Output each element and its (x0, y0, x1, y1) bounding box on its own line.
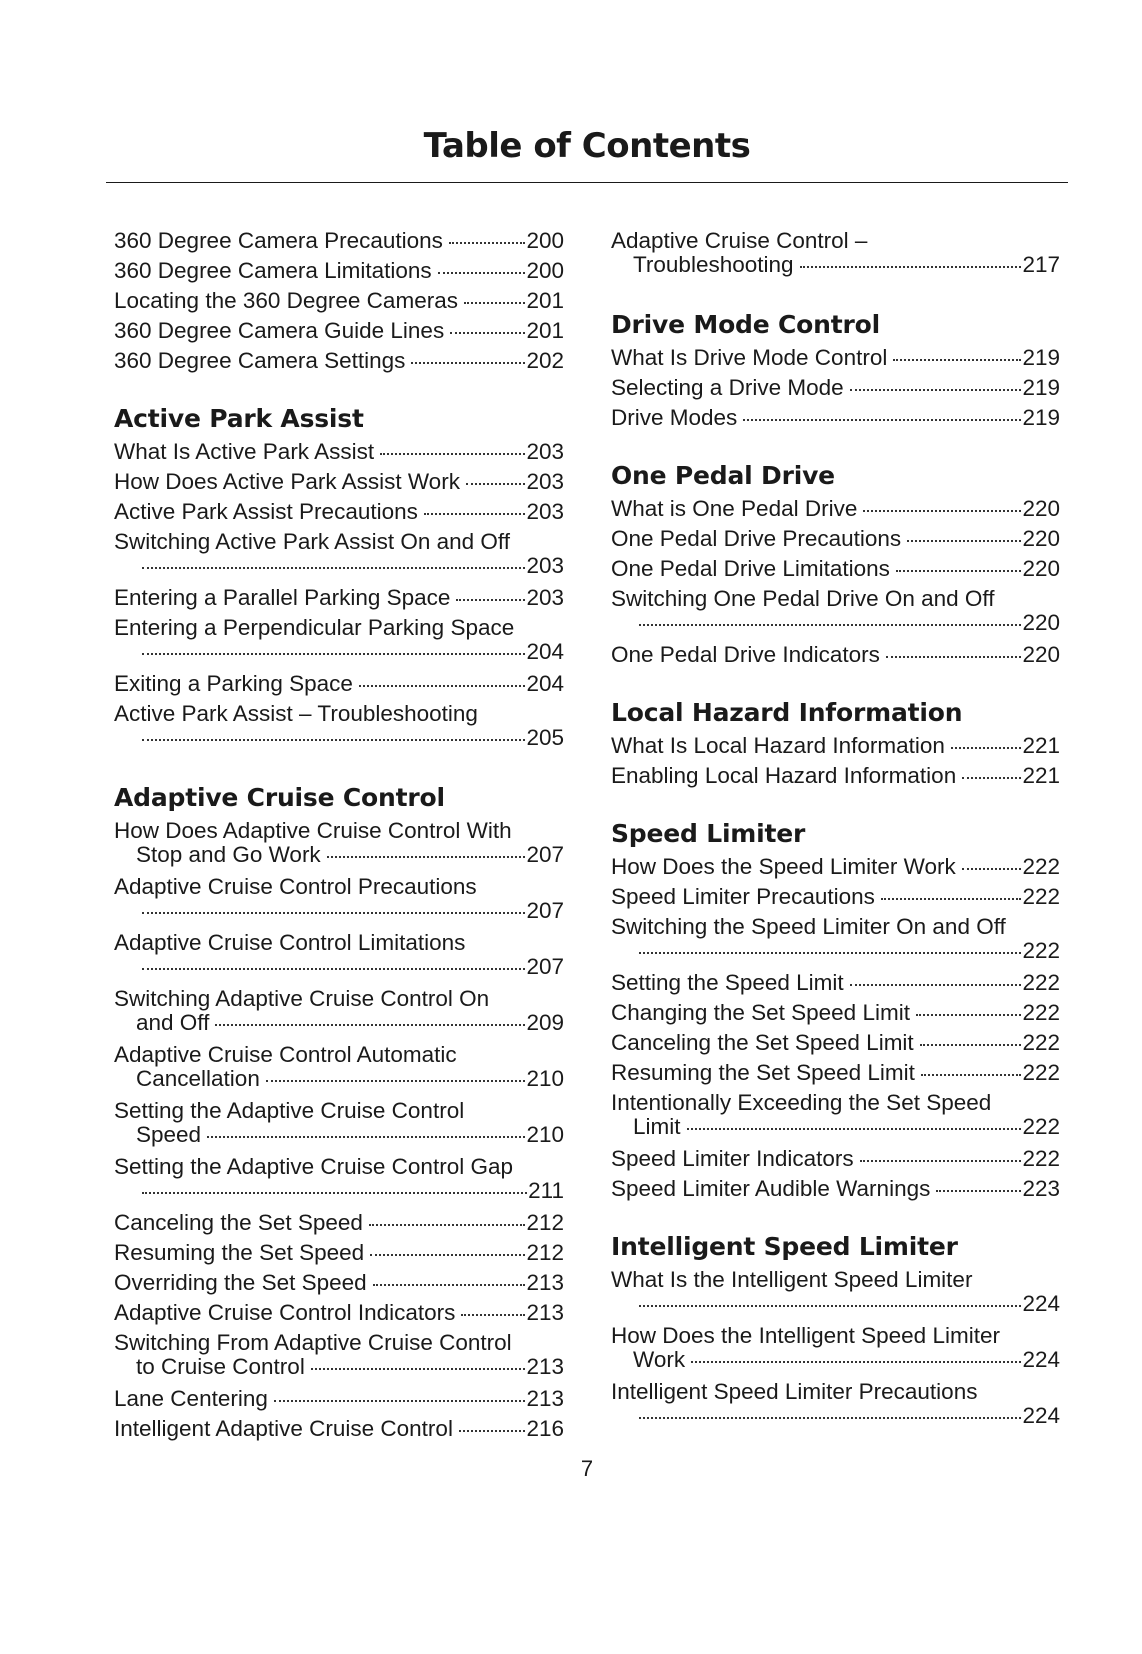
toc-entry-title: One Pedal Drive Precautions (611, 526, 902, 551)
toc-page-number: 212 (526, 1210, 564, 1235)
dot-leader (860, 1160, 1022, 1162)
toc-page-number: 220 (1022, 610, 1060, 635)
dot-leader (893, 359, 1021, 361)
toc-entry-line (611, 1293, 1060, 1321)
toc-page-number: 207 (526, 954, 564, 979)
toc-entry-line (611, 761, 1060, 791)
toc-entry[interactable] (611, 343, 1060, 373)
dot-leader (373, 1284, 526, 1286)
dot-leader (142, 1192, 527, 1194)
toc-entry[interactable] (114, 467, 564, 497)
dot-leader (464, 302, 525, 304)
toc-entry[interactable] (114, 1040, 564, 1096)
toc-page-number: 222 (1022, 1060, 1060, 1085)
toc-entry-title: Troubleshooting (633, 252, 794, 277)
dot-leader (215, 1024, 525, 1026)
toc-entry[interactable] (114, 1096, 564, 1152)
title-divider (106, 182, 1068, 183)
dot-leader (459, 1430, 526, 1432)
toc-entry-line (114, 467, 564, 497)
toc-section (611, 696, 1060, 791)
dot-leader (687, 1128, 1022, 1130)
toc-entry-title: How Does Active Park Assist Work (114, 469, 460, 494)
toc-entry-line (114, 956, 564, 984)
toc-entry-line (611, 612, 1060, 640)
toc-entry-line (611, 1349, 1060, 1377)
toc-entry-line (114, 844, 564, 872)
dot-leader (466, 483, 526, 485)
toc-entry-title: Cancellation (136, 1066, 260, 1091)
toc-page-number: 223 (1022, 1176, 1060, 1201)
toc-entry[interactable] (114, 1208, 564, 1238)
toc-entry-title: Canceling the Set Speed Limit (611, 1030, 914, 1055)
toc-entry-title: Speed Limiter Indicators (611, 1146, 854, 1171)
dot-leader (142, 567, 525, 569)
toc-page-number: 212 (526, 1240, 564, 1265)
dot-leader (411, 362, 525, 364)
toc-entry-line (611, 968, 1060, 998)
toc-page-number: 222 (1022, 1146, 1060, 1171)
toc-entry[interactable] (611, 403, 1060, 433)
toc-entry-line (114, 1012, 564, 1040)
toc-page-number: 222 (1022, 854, 1060, 879)
toc-entry-line (611, 852, 1060, 882)
toc-page-number: 221 (1022, 763, 1060, 788)
dot-leader (438, 272, 526, 274)
toc-entry-title: 360 Degree Camera Guide Lines (114, 318, 445, 343)
toc-entry-title: 360 Degree Camera Settings (114, 348, 406, 373)
toc-page-number: 200 (526, 228, 564, 253)
toc-page-number: 217 (1022, 252, 1060, 277)
toc-entry[interactable] (611, 998, 1060, 1028)
toc-page-number: 222 (1022, 970, 1060, 995)
toc-page-number: 221 (1022, 733, 1060, 758)
toc-entry-title: What Is the Intelligent Speed Limiter (611, 1267, 973, 1292)
toc-page-number: 203 (526, 499, 564, 524)
dot-leader (639, 952, 1021, 954)
toc-section (611, 308, 1060, 433)
toc-page-number: 200 (526, 258, 564, 283)
dot-leader (207, 1136, 525, 1138)
toc-entry-title: What Is Drive Mode Control (611, 345, 888, 370)
toc-section (114, 402, 564, 755)
toc-page-number: 203 (526, 469, 564, 494)
toc-entry[interactable] (114, 527, 564, 583)
dot-leader (881, 898, 1022, 900)
toc-page-number: 209 (526, 1010, 564, 1035)
toc-entry-line (114, 555, 564, 583)
dot-leader (639, 1305, 1021, 1307)
toc-entry-title: Resuming the Set Speed Limit (611, 1060, 915, 1085)
toc-entry[interactable] (114, 613, 564, 669)
toc-entry[interactable] (114, 1328, 564, 1384)
toc-entry-line (611, 1028, 1060, 1058)
toc-page-number: 224 (1022, 1347, 1060, 1372)
toc-entry[interactable] (611, 852, 1060, 882)
toc-entry-line (611, 640, 1060, 670)
dot-leader (450, 332, 525, 334)
dot-leader (142, 912, 525, 914)
toc-entry[interactable] (114, 984, 564, 1040)
toc-entry[interactable] (611, 524, 1060, 554)
section-heading: Adaptive Cruise Control (114, 783, 445, 812)
dot-leader (921, 1074, 1022, 1076)
dot-leader (461, 1314, 525, 1316)
toc-page-number: 222 (1022, 1000, 1060, 1025)
toc-entry-title: Speed Limiter Audible Warnings (611, 1176, 931, 1201)
toc-right-column (611, 226, 1060, 1459)
toc-entry[interactable] (114, 256, 564, 286)
toc-entry[interactable] (114, 497, 564, 527)
toc-section (611, 226, 1060, 282)
toc-page-number: 220 (1022, 556, 1060, 581)
dot-leader (369, 1224, 526, 1226)
toc-entry-title: Locating the 360 Degree Cameras (114, 288, 458, 313)
toc-entry-title: 360 Degree Camera Precautions (114, 228, 443, 253)
toc-entry[interactable] (114, 1268, 564, 1298)
toc-entry[interactable] (114, 437, 564, 467)
toc-entry-title: Switching Adaptive Cruise Control On (114, 986, 490, 1011)
toc-entry[interactable] (611, 1321, 1060, 1377)
toc-entry[interactable] (114, 872, 564, 928)
toc-entry-line (114, 583, 564, 613)
dot-leader (800, 266, 1022, 268)
toc-entry-line (611, 373, 1060, 403)
dot-leader (266, 1080, 526, 1082)
toc-entry[interactable] (611, 761, 1060, 791)
toc-entry-title: Switching From Adaptive Cruise Control (114, 1330, 512, 1355)
dot-leader (962, 777, 1021, 779)
toc-page-number: 220 (1022, 526, 1060, 551)
toc-entry[interactable] (114, 1414, 564, 1444)
toc-entry-title: Adaptive Cruise Control Automatic (114, 1042, 457, 1067)
toc-entry-title: Entering a Perpendicular Parking Space (114, 615, 515, 640)
toc-entry-line (114, 1414, 564, 1444)
dot-leader (424, 513, 526, 515)
toc-entry-line (611, 1405, 1060, 1433)
dot-leader (743, 419, 1021, 421)
toc-page-number: 216 (526, 1416, 564, 1441)
toc-entry-title: Lane Centering (114, 1386, 268, 1411)
toc-entry-title: and Off (136, 1010, 210, 1035)
dot-leader (380, 453, 525, 455)
toc-entry[interactable] (114, 226, 564, 256)
dot-leader (920, 1044, 1022, 1046)
toc-section (611, 1230, 1060, 1433)
toc-entry-line (611, 1144, 1060, 1174)
toc-entry-title: One Pedal Drive Indicators (611, 642, 880, 667)
toc-section (114, 781, 564, 1444)
section-heading: One Pedal Drive (611, 461, 835, 490)
toc-page-number: 224 (1022, 1291, 1060, 1316)
toc-entry-line (114, 1068, 564, 1096)
toc-section (611, 817, 1060, 1204)
toc-entry-line (114, 286, 564, 316)
toc-entry[interactable] (611, 1088, 1060, 1144)
toc-entry-title: What is One Pedal Drive (611, 496, 858, 521)
dot-leader (691, 1361, 1021, 1363)
toc-entry[interactable] (114, 1384, 564, 1414)
dot-leader (863, 510, 1021, 512)
toc-page-number: 203 (526, 439, 564, 464)
toc-entry-line (611, 554, 1060, 584)
toc-entry[interactable] (114, 346, 564, 376)
toc-page-number: 220 (1022, 496, 1060, 521)
dot-leader (886, 656, 1022, 658)
toc-entry-title: Overriding the Set Speed (114, 1270, 367, 1295)
dot-leader (142, 739, 525, 741)
toc-entry[interactable] (611, 731, 1060, 761)
toc-entry-title: Adaptive Cruise Control – (611, 228, 868, 253)
toc-entry-title: Intelligent Adaptive Cruise Control (114, 1416, 453, 1441)
toc-entry[interactable] (114, 1298, 564, 1328)
toc-entry-title: Speed Limiter Precautions (611, 884, 875, 909)
dot-leader (639, 624, 1021, 626)
toc-entry-line (114, 669, 564, 699)
toc-page-number: 213 (526, 1270, 564, 1295)
toc-page-number: 213 (526, 1386, 564, 1411)
toc-page-number: 210 (526, 1122, 564, 1147)
page-title: Table of Contents (423, 126, 751, 166)
toc-entry-line (114, 900, 564, 928)
toc-page-number: 220 (1022, 642, 1060, 667)
toc-entry-line (611, 343, 1060, 373)
toc-page-number: 224 (1022, 1403, 1060, 1428)
toc-entry[interactable] (114, 669, 564, 699)
toc-entry[interactable] (611, 1058, 1060, 1088)
section-heading: Local Hazard Information (611, 698, 963, 727)
toc-page-number: 219 (1022, 405, 1060, 430)
toc-page-number: 205 (526, 725, 564, 750)
toc-entry-title: Resuming the Set Speed (114, 1240, 365, 1265)
toc-page-number: 202 (526, 348, 564, 373)
toc-entry-line (114, 226, 564, 256)
toc-entry-line (611, 524, 1060, 554)
toc-entry[interactable] (114, 1152, 564, 1208)
toc-entry-line (611, 882, 1060, 912)
toc-entry-line (114, 1238, 564, 1268)
dot-leader (449, 242, 526, 244)
toc-entry-line (114, 346, 564, 376)
toc-page-number: 207 (526, 898, 564, 923)
toc-page-number: 203 (526, 553, 564, 578)
toc-entry[interactable] (611, 1028, 1060, 1058)
toc-entry-title: What Is Active Park Assist (114, 439, 375, 464)
toc-entry[interactable] (611, 1377, 1060, 1433)
toc-section (611, 459, 1060, 670)
toc-entry-title: Enabling Local Hazard Information (611, 763, 957, 788)
toc-page-number: 222 (1022, 1030, 1060, 1055)
toc-entry[interactable] (611, 373, 1060, 403)
toc-entry-line (114, 1356, 564, 1384)
toc-page-number: 213 (526, 1300, 564, 1325)
toc-entry-line (114, 256, 564, 286)
toc-page-number: 210 (526, 1066, 564, 1091)
toc-entry-title: Work (633, 1347, 686, 1372)
toc-entry-title: Limit (633, 1114, 681, 1139)
toc-entry-line (114, 1268, 564, 1298)
toc-page-number: 201 (526, 318, 564, 343)
section-heading: Active Park Assist (114, 404, 364, 433)
toc-entry[interactable] (611, 494, 1060, 524)
toc-entry-title: Speed (136, 1122, 202, 1147)
toc-entry[interactable] (114, 316, 564, 346)
toc-entry-line (611, 731, 1060, 761)
toc-entry-title: Setting the Adaptive Cruise Control (114, 1098, 465, 1123)
toc-entry[interactable] (611, 1265, 1060, 1321)
toc-page-number: 222 (1022, 884, 1060, 909)
dot-leader (370, 1254, 525, 1256)
toc-entry-title: Active Park Assist – Troubleshooting (114, 701, 478, 726)
toc-entry[interactable] (611, 554, 1060, 584)
toc-section (114, 226, 564, 376)
toc-page-number: 222 (1022, 1114, 1060, 1139)
toc-entry-line (611, 254, 1060, 282)
dot-leader (456, 599, 525, 601)
toc-entry-line (114, 1298, 564, 1328)
toc-page-number: 211 (528, 1178, 564, 1203)
dot-leader (896, 570, 1022, 572)
toc-entry-line (114, 1384, 564, 1414)
toc-entry-title: Canceling the Set Speed (114, 1210, 363, 1235)
toc-entry[interactable] (611, 640, 1060, 670)
toc-entry-title: Exiting a Parking Space (114, 671, 353, 696)
dot-leader (962, 868, 1022, 870)
toc-entry[interactable] (611, 968, 1060, 998)
toc-entry-title: Adaptive Cruise Control Limitations (114, 930, 466, 955)
toc-entry-title: 360 Degree Camera Limitations (114, 258, 432, 283)
toc-entry-title: Switching the Speed Limiter On and Off (611, 914, 1006, 939)
dot-leader (327, 856, 526, 858)
dot-leader (142, 968, 525, 970)
toc-entry-line (611, 998, 1060, 1028)
dot-leader (639, 1417, 1021, 1419)
toc-page-number: 219 (1022, 375, 1060, 400)
toc-entry-title: How Does the Intelligent Speed Limiter (611, 1323, 1000, 1348)
toc-entry-line (114, 1124, 564, 1152)
toc-page-number: 201 (526, 288, 564, 313)
dot-leader (359, 685, 526, 687)
toc-entry-title: Stop and Go Work (136, 842, 321, 867)
toc-entry[interactable] (611, 1174, 1060, 1204)
dot-leader (274, 1400, 526, 1402)
toc-entry-line (611, 1116, 1060, 1144)
toc-entry-line (611, 1174, 1060, 1204)
toc-entry-title: Switching Active Park Assist On and Off (114, 529, 511, 554)
toc-entry-title: Switching One Pedal Drive On and Off (611, 586, 995, 611)
toc-entry-title: What Is Local Hazard Information (611, 733, 945, 758)
toc-entry-title: Entering a Parallel Parking Space (114, 585, 451, 610)
toc-entry-line (114, 1208, 564, 1238)
dot-leader (907, 540, 1021, 542)
toc-entry[interactable] (611, 912, 1060, 968)
toc-entry-title: Adaptive Cruise Control Precautions (114, 874, 477, 899)
toc-entry[interactable] (114, 583, 564, 613)
toc-entry-line (611, 494, 1060, 524)
toc-entry-title: Setting the Speed Limit (611, 970, 844, 995)
toc-entry-line (611, 940, 1060, 968)
toc-entry-title: How Does the Speed Limiter Work (611, 854, 956, 879)
toc-entry[interactable] (611, 882, 1060, 912)
dot-leader (850, 984, 1022, 986)
toc-page-number: 219 (1022, 345, 1060, 370)
dot-leader (142, 653, 525, 655)
toc-entry-line (114, 727, 564, 755)
dot-leader (850, 389, 1022, 391)
toc-page-number: 207 (526, 842, 564, 867)
toc-entry[interactable] (611, 1144, 1060, 1174)
toc-entry[interactable] (611, 226, 1060, 282)
toc-page-number: 204 (526, 639, 564, 664)
toc-entry-line (114, 437, 564, 467)
toc-page-number: 203 (526, 585, 564, 610)
toc-page-number: 222 (1022, 938, 1060, 963)
toc-entry[interactable] (114, 1238, 564, 1268)
toc-entry-title: Drive Modes (611, 405, 738, 430)
toc-entry-title: Intentionally Exceeding the Set Speed (611, 1090, 992, 1115)
section-heading: Speed Limiter (611, 819, 806, 848)
toc-entry-line (114, 316, 564, 346)
toc-entry[interactable] (114, 928, 564, 984)
dot-leader (936, 1190, 1021, 1192)
section-heading: Intelligent Speed Limiter (611, 1232, 958, 1261)
toc-entry-title: to Cruise Control (136, 1354, 305, 1379)
toc-entry-title: Active Park Assist Precautions (114, 499, 418, 524)
toc-entry-title: Setting the Adaptive Cruise Control Gap (114, 1154, 513, 1179)
dot-leader (311, 1368, 526, 1370)
page-number: 7 (580, 1456, 594, 1481)
toc-entry-line (114, 1180, 564, 1208)
dot-leader (916, 1014, 1022, 1016)
toc-entry-title: Adaptive Cruise Control Indicators (114, 1300, 456, 1325)
toc-entry[interactable] (114, 699, 564, 755)
toc-entry-title: Selecting a Drive Mode (611, 375, 844, 400)
toc-entry-line (114, 641, 564, 669)
toc-entry-line (611, 1058, 1060, 1088)
dot-leader (951, 747, 1022, 749)
toc-entry-line (114, 497, 564, 527)
toc-page-number: 204 (526, 671, 564, 696)
toc-entry-title: How Does Adaptive Cruise Control With (114, 818, 512, 843)
section-heading: Drive Mode Control (611, 310, 880, 339)
toc-entry[interactable] (114, 816, 564, 872)
toc-entry[interactable] (114, 286, 564, 316)
toc-entry-title: Intelligent Speed Limiter Precautions (611, 1379, 978, 1404)
toc-entry-title: Changing the Set Speed Limit (611, 1000, 910, 1025)
toc-entry-title: One Pedal Drive Limitations (611, 556, 890, 581)
toc-entry[interactable] (611, 584, 1060, 640)
toc-left-column (114, 226, 564, 1470)
toc-page-number: 213 (526, 1354, 564, 1379)
toc-entry-line (611, 403, 1060, 433)
